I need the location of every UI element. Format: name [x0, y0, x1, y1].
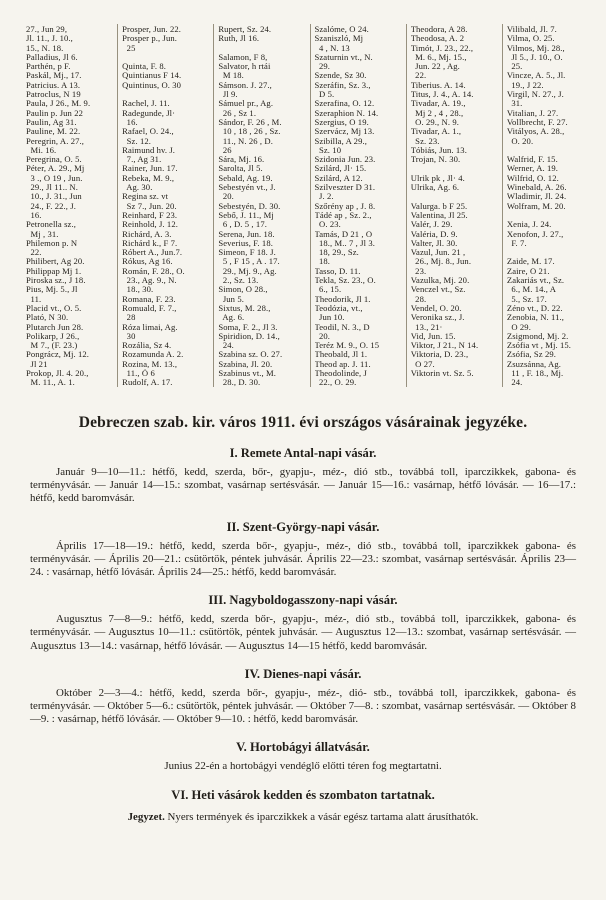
calendar-entry: Tádé ap , Sz. 2.,: [314, 210, 372, 220]
calendar-entry: 22.: [26, 248, 42, 258]
calendar-entry: Romuald, F. 7.,: [122, 303, 177, 313]
calendar-entry: 26., Mj. 8., Jun.: [410, 257, 472, 267]
calendar-entry: Vitályos, A. 28.,: [506, 127, 565, 137]
calendar-entry: Radegunde, Jl·: [122, 108, 176, 118]
calendar-entry: 29.: [314, 62, 331, 72]
calendar-entry: Szabinus vt., M.: [218, 368, 277, 378]
calendar-entry: Valter, Jl. 30.: [410, 238, 458, 248]
calendar-entry: 18., 30.: [122, 285, 154, 295]
calendar-entry: 5., Sz. 17.: [506, 294, 547, 304]
calendar-entry: 28: [122, 313, 136, 323]
calendar-entry: O 27.: [410, 359, 435, 369]
calendar-column-6: [502, 24, 598, 387]
calendar-entry: 31.: [506, 99, 523, 109]
calendar-entry: Vendel, O. 20.: [410, 303, 462, 313]
calendar-entry: 10 , 18 , 26 , Sz.: [218, 127, 281, 137]
calendar-entry: Salamon, F 8,: [218, 52, 268, 62]
calendar-entry: Soma, F. 2., Jl 3.: [218, 322, 278, 332]
calendar-entry: 15., N. 18.: [26, 43, 64, 53]
calendar-entry: 19., J 22.: [506, 80, 544, 90]
calendar-column-1: [22, 24, 117, 387]
calendar-entry: 30: [122, 331, 136, 341]
calendar-entry: Romana, F. 23.: [122, 294, 176, 304]
calendar-entry: Rupert, Sz. 24.: [218, 25, 272, 34]
calendar-entry: [122, 90, 211, 99]
calendar-entry: 11., Ó 6: [122, 368, 155, 378]
calendar-entry: Román, F. 28., O.: [122, 266, 185, 276]
section-body-4: Október 2—3—4.: hétfő, kedd, szerda bőr-, gyapju-, méz-, dió- stb., továbbá toll, iparczikkek, gabona- és terményvásár. — Október 5—6.: csütörtök, péntek juhvásár. — Október 7—8. : szombat, vasárnap sertésvásár. — Október 8—9. : vasárnap, hétfő lóvásár. — Október 9—10. : hétfő, kedd baromvásár.: [30, 686, 576, 726]
calendar-entry: O 29.: [506, 322, 531, 332]
calendar-entry: 5 , F 15 , A . 17.: [218, 257, 280, 267]
calendar-entry: Regina sz. vt: [122, 192, 169, 202]
calendar-entry: 16.: [26, 210, 42, 220]
calendar-entry: Sebestyén, D. 30.: [218, 201, 281, 211]
calendar-entry: Sámuel pr., Ag.: [218, 99, 274, 109]
fair-section-5: [0, 740, 606, 773]
calendar-entry: Paulin, Ag 31.: [26, 117, 77, 127]
section-heading-4: IV. Dienes-napi vásár.: [244, 666, 362, 681]
section-body-5: Junius 22-én a hortobágyi vendéglő előtti téren fog megtartatni.: [164, 760, 442, 773]
calendar-entry: Simeon, F 18. J.: [218, 248, 276, 258]
calendar-entry: 26 , Sz 1.: [218, 108, 257, 118]
calendar-entry: Valér, J. 29.: [410, 220, 453, 230]
calendar-entry: 6., M. 14., A: [506, 285, 557, 295]
calendar-entry: Sixtus, M. 28.,: [218, 303, 271, 313]
calendar-entry: Sarolta, Jl 5.: [218, 164, 263, 174]
calendar-entry: Zenobia, N. 11.,: [506, 313, 564, 323]
calendar-entry: 20.: [314, 331, 331, 341]
document-title: Debreczen szab. kir. város 1911. évi országos vásárainak jegyzéke.: [78, 414, 528, 431]
calendar-entry: Rachel, J. 11.: [122, 99, 170, 109]
calendar-entry: Szende, Sz 30.: [314, 71, 367, 81]
calendar-entry: Serena, Jun. 18.: [218, 229, 275, 239]
calendar-entry: Quintinus, O. 30: [122, 80, 182, 90]
calendar-entry: 23., Ag. 9., N.: [122, 276, 177, 286]
calendar-entry: Walfrid, F. 15.: [506, 155, 558, 165]
calendar-entry: Wolfram, M. 20.: [506, 201, 566, 211]
calendar-entry: 27., Jun 29,: [26, 25, 68, 34]
calendar-entry: 18, 29., Sz.: [314, 248, 359, 258]
calendar-entry: Valentina, Jl 25.: [410, 210, 468, 220]
calendar-entry: Sebő, J. 11., Mj: [218, 210, 274, 220]
calendar-entry: Rozina, M. 13.,: [122, 359, 178, 369]
calendar-entry: Wilfrid, O. 12.: [506, 173, 559, 183]
calendar-entry: Sebestyén vt., J.: [218, 183, 276, 193]
calendar-entry: Prosper, Jun. 22.: [122, 25, 182, 34]
calendar-entry: Teodil, N. 3., D: [314, 322, 370, 332]
calendar-entry: Tivadar, A. 19.,: [410, 99, 466, 109]
calendar-entry: Theodolinde, J: [314, 368, 367, 378]
fair-section-4: [0, 667, 606, 727]
calendar-entry: 18., M.. 7 , Jl 3.: [314, 238, 376, 248]
calendar-entry: Rudolf, A. 17.: [122, 378, 173, 387]
calendar-entry: Timót, J. 23., 22.,: [410, 43, 474, 53]
calendar-entry: Szilárd, A 12.: [314, 173, 363, 183]
calendar-entry: 18.: [314, 257, 331, 267]
calendar-entry: 6 , D. 5 , 17.: [218, 220, 267, 230]
calendar-entry: Róza limai, Ag.: [122, 322, 178, 332]
calendar-entry: Reinhold, J. 12.: [122, 220, 178, 230]
calendar-entry: Szilveszter D 31.: [314, 183, 376, 193]
calendar-entry: Ag. 6.: [218, 313, 245, 323]
calendar-entry: Zsuzsánna, Ag.: [506, 359, 562, 369]
calendar-entry: Sándor, F. 26 , M.: [218, 117, 282, 127]
calendar-entry: Theobald, Jl 1.: [314, 350, 368, 360]
calendar-entry: Zaide, M. 17.: [506, 257, 555, 267]
calendar-entry: Jun. 22 , Ag.: [410, 62, 460, 72]
section-body-1: Január 9—10—11.: hétfő, kedd, szerda, bőr-, gyapju-, méz-, dió stb., továbbá toll, iparczikkek, gabona- és terményvásár. — Január 14—15.: szombat, vasárnap sertésvásár. — Január 15—16.: vasárnap, hétfő lóvásár. — 16—17.: hétfő, kedd baromvásár.: [30, 466, 576, 505]
calendar-entry: 24.: [506, 378, 523, 387]
calendar-entry: Szabina, Jl. 20.: [218, 359, 273, 369]
calendar-entry: 23.: [410, 266, 427, 276]
calendar-entry: Valurga. b F 25.: [410, 201, 468, 211]
calendar-column-4: [310, 24, 406, 387]
calendar-entry: Xenia, J. 24.: [506, 220, 552, 230]
calendar-entry: M 7., (F. 23.): [26, 341, 78, 351]
calendar-entry: Szalóme, O 24.: [314, 25, 369, 34]
calendar-entry: [218, 44, 307, 53]
calendar-entry: Rozália, Sz 4.: [122, 341, 172, 351]
calendar-entry: Jl. 11., J. 10.,: [26, 34, 73, 44]
calendar-entry: Veronika sz., J.: [410, 313, 465, 323]
calendar-entry: Teodózia, vt.,: [314, 303, 363, 313]
calendar-entry: [411, 164, 500, 173]
calendar-entry: Plató, N 30.: [26, 313, 69, 323]
calendar-entry: Zsigmond, Mj. 2.: [506, 331, 569, 341]
calendar-entry: [507, 146, 596, 155]
calendar-entry: Wladimir, Jl. 24.: [506, 192, 567, 202]
calendar-entry: Mj 2 , 4 , 28.,: [410, 108, 464, 118]
calendar-entry: Jl 5., J. 10., O.: [506, 52, 563, 62]
calendar-entry: Szergius, O 19.: [314, 117, 369, 127]
calendar-entry: Placid vt., O. 5.: [26, 303, 82, 313]
calendar-entry: Vilibald, Jl. 7.: [506, 25, 557, 34]
calendar-entry: Plutarch Jun 28.: [26, 322, 84, 332]
fair-section-6: [0, 788, 606, 823]
calendar-entry: [122, 53, 211, 62]
calendar-entry: Viktoria, D. 23.,: [410, 350, 469, 360]
calendar-entry: 25.: [506, 62, 523, 72]
calendar-entry: Petronella sz.,: [26, 220, 76, 230]
calendar-entry: Ulrik pk , Jl· 4.: [410, 173, 465, 183]
calendar-entry: Quintianus F 14.: [122, 71, 182, 81]
footnote-text: Nyers termények és iparczikkek a vásár egész tartama alatt árusíthatók.: [167, 810, 479, 823]
calendar-entry: Zsófia, Sz 29.: [506, 350, 556, 360]
calendar-entry: 2., Sz. 13.: [218, 276, 259, 286]
calendar-entry: 11.: [26, 294, 42, 304]
calendar-entry: Philemon p. N: [26, 238, 78, 248]
calendar-entry: Ulrika, Ag. 6.: [410, 183, 460, 193]
calendar-entry: Jl 9.: [218, 90, 238, 100]
calendar-entry: Tamás, D 21 , O: [314, 229, 373, 239]
calendar-entry: Polikarp, J 26.,: [26, 331, 80, 341]
calendar-entry: Szabina sz. O. 27.: [218, 350, 283, 360]
calendar-entry: 25: [122, 43, 136, 53]
section-heading-2: II. Szent-György-napi vásár.: [226, 519, 380, 534]
calendar-entry: F. 7.: [506, 238, 527, 248]
calendar-entry: 29., Jl 11.. N.: [26, 183, 78, 193]
calendar-entry: Prokop, Jl. 4. 20.,: [26, 368, 89, 378]
calendar-entry: Titus, J. 4., A. 14.: [410, 90, 474, 100]
calendar-entry: Szilárd, Jl· 15.: [314, 164, 367, 174]
calendar-entry: Sz 7., Jun. 20.: [122, 201, 177, 211]
calendar-entry: Zéno vt., D. 22.: [506, 303, 563, 313]
calendar-entry: Vilma, O. 25.: [506, 34, 555, 44]
calendar-entry: Venczel vt., Sz.: [410, 285, 466, 295]
calendar-entry: 20.: [218, 192, 234, 202]
calendar-entry: Richárd k., F 7.: [122, 238, 178, 248]
calendar-entry: 4 , N. 13: [314, 43, 350, 53]
calendar-entry: Philippap Mj 1.: [26, 266, 82, 276]
calendar-entry: Jl 21: [26, 359, 48, 369]
calendar-column-5: [406, 24, 502, 387]
fair-section-2: [0, 520, 606, 580]
calendar-entry: Paskál, Mj., 17.: [26, 71, 82, 81]
section-body-3: Augusztus 7—8—9.: hétfő, kedd, szerda bőr-, gyapju-, méz-, dió stb., továbbá toll, iparczikkek, gabona- és terményvásár. — Augusztus 10—11.: csütörtök, péntek juhvásár. — Augusztus 12—13.: szombat, vasárnap sertésvásár. — Augusztus 13—14.: vasárnap, hétfő lóvásár. — Augusztus 14—15 hétfő, kedd baromvásár.: [30, 613, 576, 652]
calendar-entry: Paula, J 26., M. 9.: [26, 99, 91, 109]
calendar-entry: O. 29., N. 9.: [410, 117, 459, 127]
calendar-entry: Jun 10.: [314, 313, 345, 323]
calendar-entry: Sz. 10: [314, 145, 342, 155]
calendar-entry: Trojan, N. 30.: [410, 155, 461, 165]
calendar-entry: Richárd, A. 3.: [122, 229, 172, 239]
calendar-entry: O. 23.: [314, 220, 341, 230]
calendar-entry: Péter, A. 29., Mj: [26, 164, 85, 174]
calendar-entry: 28., D. 30.: [218, 378, 261, 387]
calendar-entry: Parthén, p F.: [26, 62, 71, 72]
calendar-entry: Pauline, M. 22.: [26, 127, 81, 137]
calendar-entry: Sebald, Ag. 19.: [218, 173, 273, 183]
calendar-entry: [411, 192, 500, 201]
calendar-entry: Vollbrecht, F. 27.: [506, 117, 568, 127]
calendar-entry: Theod ap. J. 11.: [314, 359, 371, 369]
calendar-column-3: [213, 24, 309, 387]
calendar-entry: Theodorik, Jl 1.: [314, 294, 371, 304]
calendar-entry: Vazul, Jun. 21 ,: [410, 248, 466, 258]
calendar-entry: 11 , F. 18., Mj.: [506, 368, 564, 378]
calendar-entry: 3 ., O 19 , Jun.: [26, 173, 83, 183]
calendar-entry: M 18.: [218, 71, 244, 81]
calendar-entry: Viktor, J 21., N 14.: [410, 341, 479, 351]
calendar-entry: Szeráfin, Sz. 3.,: [314, 80, 371, 90]
calendar-entry: 24.: [218, 341, 234, 351]
calendar-entry: 28.: [410, 294, 427, 304]
calendar-entry: Sz. 23.: [410, 136, 440, 146]
fair-section-1: [0, 446, 606, 506]
calendar-entry: Szőrény ap , J. 8.: [314, 201, 376, 211]
calendar-entry: Patroclus, N 19: [26, 90, 81, 100]
calendar-entry: Theodosa, A. 2: [410, 34, 465, 44]
calendar-column-2: [117, 24, 213, 387]
calendar-entry: Peregrin, A. 27.,: [26, 136, 85, 146]
calendar-entry: Jun 5.: [218, 294, 244, 304]
calendar-entry: 22., O. 29.: [314, 378, 357, 387]
calendar-entry: 29., Mj. 9., Ag.: [218, 266, 277, 276]
calendar-entry: Mi. 16.: [26, 145, 57, 155]
calendar-entry: Rozamunda A. 2.: [122, 350, 184, 360]
calendar-entry: Vazulka, Mj. 20.: [410, 276, 470, 286]
section-heading-1: I. Remete Antal-napi vásár.: [229, 446, 377, 460]
calendar-entry: Tivadar, A. 1.,: [410, 127, 462, 137]
calendar-entry: Tóbiás, Jun. 13.: [410, 145, 467, 155]
calendar-entry: Róbert A., Jun.7.: [122, 248, 183, 258]
calendar-entry: Rókus, Ag 16.: [122, 257, 173, 267]
calendar-entry: Pius, Mj. 5., Jl: [26, 285, 78, 295]
calendar-entry: Simon, O 28.,: [218, 285, 268, 295]
calendar-entry: Szerafina, O. 12.: [314, 99, 375, 109]
calendar-entry: Werner, A. 19.: [506, 164, 559, 174]
fair-section-3: [0, 593, 606, 653]
calendar-entry: Zakariás vt., Sz.: [506, 276, 565, 286]
calendar-entry: J. 2.: [314, 192, 334, 202]
calendar-entry: 6., 15.: [314, 285, 342, 295]
calendar-entry: 13., 21·: [410, 322, 443, 332]
calendar-entry: Vincze, A. 5., Jl.: [506, 71, 566, 81]
section-body-2: Április 17—18—19.: hétfő, kedd, szerda bőr-, gyapju-, méz-, dió stb., továbbá toll, iparczikkek gabona- és terményvásár. — Április 20—21.: csütörtök, péntek juhvásár. Április 22—23.: szombat, vasárnap sertésvásár. Április 23—24. : vasárnap, hétfő lóvásár. Április 24—25.: hétfő, kedd baromvásár.: [30, 539, 576, 579]
calendar-entry: Pongrácz, Mj. 12.: [26, 350, 90, 360]
calendar-entry: Tekla, Sz. 23., O.: [314, 276, 376, 286]
calendar-entry: [507, 211, 596, 220]
calendar-entry: Szaturnin vt., N.: [314, 52, 373, 62]
calendar-entry: Rebeka, M. 9.,: [122, 173, 175, 183]
calendar-entry: Vid, Jun. 15.: [410, 331, 456, 341]
calendar-entry: Palladius, Jl 6.: [26, 52, 78, 62]
calendar-entry: Peregrina, O. 5.: [26, 155, 82, 165]
calendar-entry: Rainer, Jun. 17.: [122, 164, 178, 174]
calendar-entry: Szaniszló, Mj: [314, 34, 364, 44]
calendar-entry: Virgil, N. 27., J.: [506, 90, 564, 100]
calendar-entry: Prosper p., Jun.: [122, 34, 178, 44]
calendar-entry: Ag. 30.: [122, 183, 153, 193]
calendar-entry: [507, 248, 596, 257]
calendar-entry: 7., Ag 31.: [122, 155, 162, 165]
calendar-entry: Severius, F. 18.: [218, 238, 273, 248]
footnote: [30, 811, 576, 823]
calendar-entry: Xenofon, J. 27.,: [506, 229, 564, 239]
calendar-entry: 16.: [122, 117, 138, 127]
calendar-entry: Sz. 12.: [122, 136, 152, 146]
calendar-entry: Szeraphion N. 14.: [314, 108, 379, 118]
calendar-entry: Ruth, Jl 16.: [218, 34, 260, 44]
calendar-entry: Quinta, F. 8.: [122, 62, 166, 72]
calendar-entry: Szervácz, Mj 13.: [314, 127, 375, 137]
calendar-entry: O. 20.: [506, 136, 534, 146]
calendar-table: [22, 24, 598, 387]
calendar-entry: M. 6., Mj. 15.,: [410, 52, 467, 62]
calendar-entry: Mj , 31.: [26, 229, 59, 239]
calendar-entry: Salvator, h rtái: [218, 62, 271, 72]
calendar-entry: Viktorin vt. Sz. 5.: [410, 368, 474, 378]
calendar-entry: Teréz M. 9., O. 15: [314, 341, 380, 351]
calendar-entry: Rafael, O. 24.,: [122, 127, 174, 137]
calendar-entry: 22.: [410, 71, 427, 81]
calendar-entry: 11., N. 26 , D.: [218, 136, 273, 146]
calendar-entry: Theodora, A 28.: [410, 25, 468, 34]
calendar-entry: Paulin p. Jun 22: [26, 108, 83, 118]
calendar-entry: D 5.: [314, 90, 335, 100]
calendar-entry: Tiberius. A. 14.: [410, 80, 466, 90]
calendar-entry: Piroska sz., J 18.: [26, 276, 86, 286]
calendar-entry: Valéria, D. 9.: [410, 229, 458, 239]
calendar-entry: 10., J. 31., Jun: [26, 192, 82, 202]
calendar-entry: Tasso, D. 11.: [314, 266, 361, 276]
calendar-entry: 26: [218, 145, 232, 155]
calendar-entry: Szibilla, A 29.,: [314, 136, 367, 146]
calendar-entry: Philibert, Ag 20.: [26, 257, 85, 267]
section-heading-6: VI. Heti vásárok kedden és szombaton tartatnak.: [171, 787, 435, 802]
calendar-entry: Patricius. A 13.: [26, 80, 81, 90]
calendar-entry: Szidonia Jun. 23.: [314, 155, 376, 165]
calendar-entry: Winebald, A. 26.: [506, 183, 567, 193]
calendar-entry: Reinhard, F 23.: [122, 210, 178, 220]
calendar-entry: M. 11., A. 1.: [26, 378, 75, 387]
calendar-entry: Sámson. J. 27.,: [218, 80, 272, 90]
section-heading-5: V. Hortobágyi állatvásár.: [236, 740, 370, 755]
section-heading-3: III. Nagyboldogasszony-napi vásár.: [208, 593, 398, 608]
calendar-entry: Spiridion, D. 14.,: [218, 331, 280, 341]
calendar-entry: Zsófia vt , Mj. 15.: [506, 341, 572, 351]
calendar-entry: 24., F. 22., J.: [26, 201, 76, 211]
calendar-entry: Sára, Mj. 16.: [218, 155, 265, 165]
calendar-entry: Zaire, O 21.: [506, 266, 550, 276]
calendar-entry: Raimund hv. J.: [122, 145, 176, 155]
calendar-entry: Vilmos, Mj. 28.,: [506, 43, 565, 53]
calendar-entry: Vitalian, J. 27.: [506, 108, 559, 118]
footnote-label: Jegyzet.: [127, 810, 165, 823]
